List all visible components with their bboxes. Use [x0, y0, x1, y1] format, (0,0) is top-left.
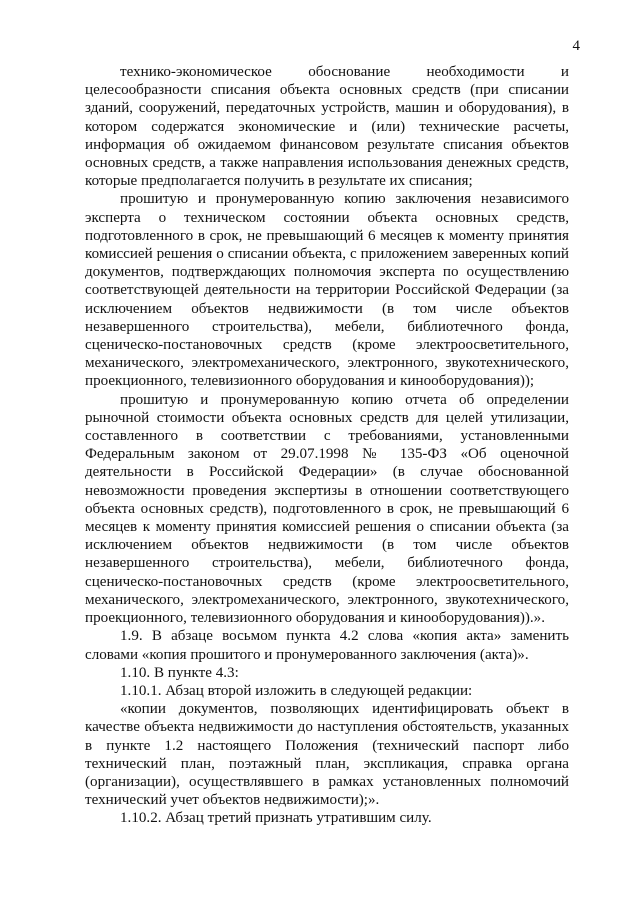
- paragraph-item-1-9: 1.9. В абзаце восьмом пункта 4.2 слова «копия акта» заменить словами «копия прошитого и пронумерованного заключения (акта)».: [85, 628, 569, 663]
- paragraph-item-1-10-2: 1.10.2. Абзац третий признать утратившим силу.: [120, 810, 432, 827]
- paragraph-item-1-10: 1.10. В пункте 4.3:: [120, 664, 239, 681]
- document-body: [85, 63, 569, 828]
- paragraph-item-1-10-1: 1.10.1. Абзац второй изложить в следующей редакции:: [120, 682, 473, 699]
- paragraph-identification-documents: «копии документов, позволяющих идентифицировать объект в качестве объекта недвижимости до наступления обстоятельств, указанных в пункте 1.2 настоящего Положения (технический паспорт либо технический план, поэтажный план, экспликация, справка органа (организации), осуществлявшего в рамках установленных полномочий технический учет объектов недвижимости);».: [85, 701, 569, 809]
- paragraph-valuation-report: прошитую и пронумерованную копию отчета об определении рыночной стоимости объекта основных средств для целей утилизации, составленного в соответствии с требованиями, установленными Федеральным законом от 29.07.1998 № 135-ФЗ «Об оценочной деятельности в Российской Федерации» (в случае обоснованной невозможности проведения экспертизы в отношении соответствующего объекта основных средств), подготовленного в срок, не превышающий 6 месяцев к моменту принятия комиссией решения о списании объекта (за исключением объектов недвижимости (в том числе объектов незавершенного строительства), мебели, библиотечного фонда, сценическо-постановочных средств (кроме электроосветительного, механического, электромеханического, электронного, звукотехнического, проекционного, телевизионного оборудования и кинооборудования)).».: [85, 391, 569, 627]
- paragraph-expert-conclusion: прошитую и пронумерованную копию заключения независимого эксперта о техническом состоянии объекта основных средств, подготовленного в срок, не превышающий 6 месяцев к моменту принятия комиссией решения о списании объекта, с приложением заверенных копий документов, подтверждающих полномочия эксперта по осуществлению соответствующей деятельности на территории Российской Федерации (за исключением объектов недвижимости (в том числе объектов незавершенного строительства), мебели, библиотечного фонда, сценическо-постановочных средств (кроме электроосветительного, механического, электромеханического, электронного, звукотехнического, проекционного, телевизионного оборудования и кинооборудования));: [85, 191, 569, 390]
- paragraph-feasibility-study: технико-экономическое обоснование необходимости и целесообразности списания объекта основных средств (при списании зданий, сооружений, передаточных устройств, машин и оборудования), в котором содержатся экономические и (или) технические расчеты, информация об ожидаемом финансовом результате списания объектов основных средств, а также направления использования денежных средств, которые предполагается получить в результате их списания;: [85, 64, 569, 190]
- page-number: 4: [572, 38, 580, 54]
